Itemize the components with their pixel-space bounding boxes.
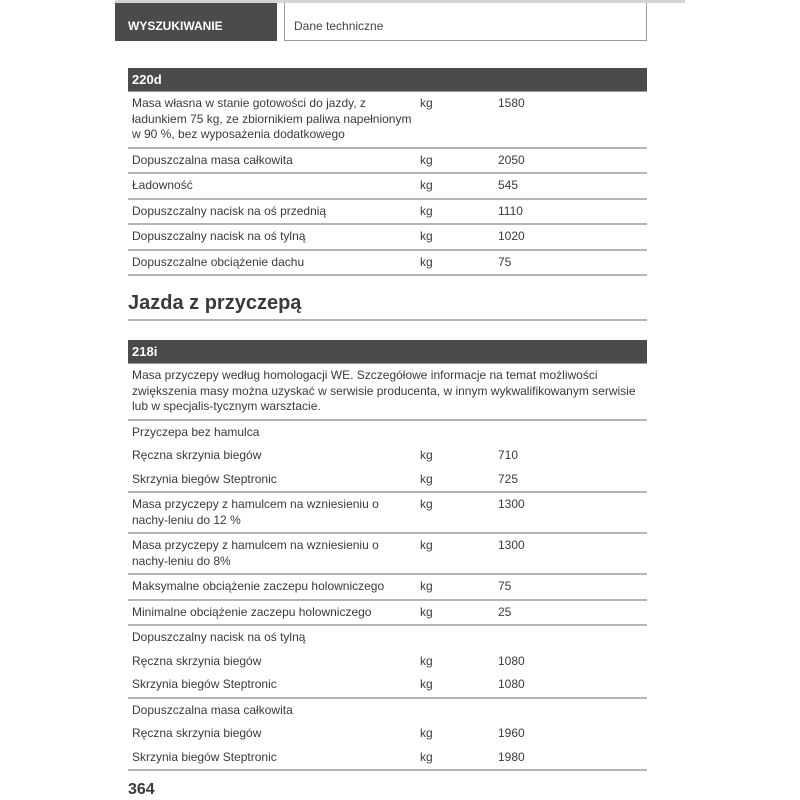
section-title: Jazda z przyczepą [128, 292, 647, 321]
spec-table-218i [128, 340, 647, 771]
page-number: 364 [128, 781, 155, 798]
table-row: Dopuszczalna masa całkowita kg 2050 [128, 149, 647, 175]
table-note: Masa przyczepy według homologacji WE. Szczegółowe informacje na temat możliwości zwiększenia masy można uzyskać w serwisie producenta, w innym wykwalifikowanym serwisie lub w specjalis-tycznym warsztacie. [128, 364, 647, 421]
table-row: Masa własna w stanie gotowości do jazdy, z ładunkiem 75 kg, ze zbiornikiem paliwa napełnionym w 90 %, bez wyposażenia dodatkowego kg 1580 [128, 92, 647, 149]
table-row: Ręczna skrzynia biegów kg 710 [132, 448, 519, 462]
table-row: Dopuszczalny nacisk na oś przednią kg 1110 [128, 200, 647, 226]
table-row: Dopuszczalne obciążenie dachu kg 75 [128, 251, 647, 277]
table-row: Skrzynia biegów Steptronic kg 725 [128, 468, 647, 494]
table-header: 218i [128, 340, 647, 364]
table-row: Dopuszczalny nacisk na oś tylną kg 1020 [128, 225, 647, 251]
table-row: Ręczna skrzynia biegów kg 1080 [132, 653, 525, 668]
group-heading: Dopuszczalny nacisk na oś tylną [132, 630, 306, 644]
table-row: Masa przyczepy z hamulcem na wzniesieniu o nachy-leniu do 12 % kg 1300 [128, 493, 647, 534]
search-tab[interactable]: WYSZUKIWANIE [115, 3, 277, 41]
table-row: Ładowność kg 545 [128, 174, 647, 200]
table-row: Ręczna skrzynia biegów kg 1960 [132, 726, 525, 740]
spec-table-220d [128, 68, 647, 276]
group-heading: Dopuszczalna masa całkowita [132, 702, 293, 717]
table-header: 220d [128, 68, 647, 92]
table-row: Skrzynia biegów Steptronic kg 1980 [128, 746, 647, 772]
breadcrumb[interactable]: Dane techniczne [284, 3, 647, 41]
table-row: Maksymalne obciążenie zaczepu holowniczego kg 75 [128, 575, 647, 601]
table-row: Skrzynia biegów Steptronic kg 1080 [128, 673, 647, 699]
table-row: Masa przyczepy z hamulcem na wzniesieniu o nachy-leniu do 8% kg 1300 [128, 534, 647, 575]
group-heading: Przyczepa bez hamulca [132, 424, 260, 439]
table-row: Minimalne obciążenie zaczepu holowniczego kg 25 [128, 601, 647, 627]
